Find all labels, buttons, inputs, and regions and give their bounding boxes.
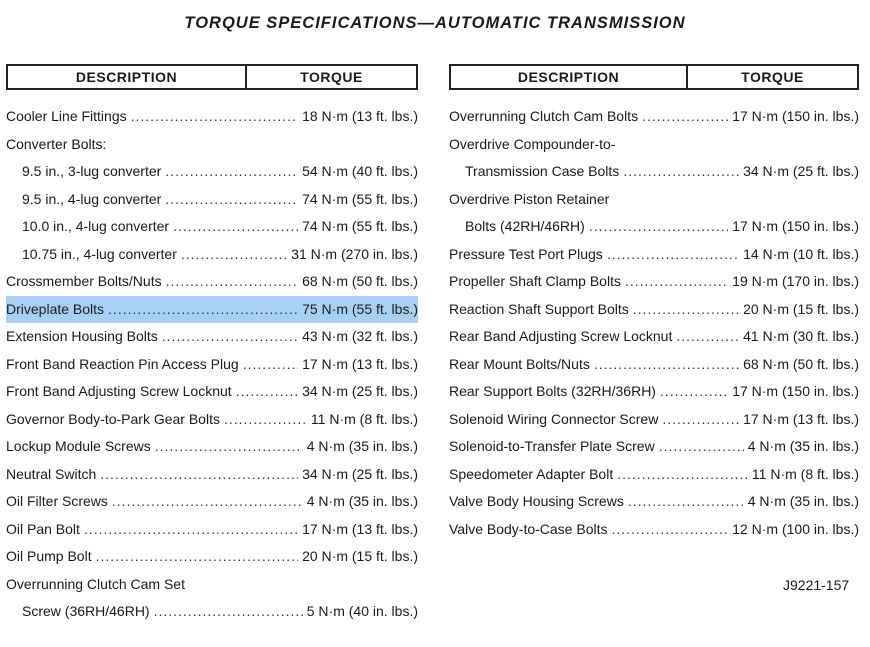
spec-description: Bolts (42RH/46RH): [465, 218, 585, 234]
spec-description: Rear Support Bolts (32RH/36RH): [449, 383, 656, 399]
spec-torque-value: 11 N·m (8 ft. lbs.): [310, 410, 418, 427]
spec-torque-value: 4 N·m (35 in. lbs.): [747, 493, 859, 509]
spec-torque-value: 34 N·m (25 ft. lbs.): [302, 465, 418, 482]
right-spec-table: [449, 64, 859, 543]
spec-torque-value: 11 N·m (8 ft. lbs.): [751, 465, 859, 482]
spec-description: Overdrive Compounder-to-: [449, 135, 616, 152]
spec-description: 9.5 in., 4-lug converter: [22, 190, 162, 207]
spec-row: [6, 488, 418, 516]
spec-group-label: [449, 131, 859, 159]
spec-row: [449, 241, 859, 269]
spec-row: [449, 158, 859, 186]
spec-description: Reaction Shaft Support Bolts: [449, 300, 629, 317]
spec-torque-value: 4 N·m (35 in. lbs.): [747, 438, 859, 454]
spec-row: [6, 543, 418, 571]
spec-description: Rear Band Adjusting Screw Locknut: [449, 328, 673, 344]
spec-torque-value: 74 N·m (55 ft. lbs.): [302, 218, 418, 234]
figure-code: J9221-157: [783, 577, 850, 593]
spec-description: Valve Body Housing Screws: [449, 493, 624, 509]
spec-row: [449, 433, 859, 461]
spec-description: Solenoid Wiring Connector Screw: [449, 410, 659, 427]
spec-row: [6, 461, 418, 489]
spec-description: Neutral Switch: [6, 465, 97, 482]
dot-leader: [611, 516, 728, 544]
spec-row: [449, 296, 859, 324]
spec-row: [6, 351, 418, 379]
dot-leader: [243, 351, 298, 379]
spec-row: [449, 213, 859, 241]
dot-leader: [100, 461, 298, 489]
spec-description: Screw (36RH/46RH): [22, 603, 150, 619]
description-header: DESCRIPTION: [8, 66, 247, 88]
dot-leader: [589, 213, 728, 241]
spec-torque-value: 17 N·m (13 ft. lbs.): [743, 410, 859, 427]
spec-description: Governor Body-to-Park Gear Bolts: [6, 410, 220, 427]
spec-row: [6, 433, 418, 461]
left-spec-table: [6, 64, 418, 626]
spec-description: 9.5 in., 3-lug converter: [22, 163, 162, 179]
spec-row: [449, 406, 859, 434]
spec-description: Overdrive Piston Retainer: [449, 190, 610, 207]
spec-row: [449, 323, 859, 351]
spec-torque-value: 17 N·m (150 in. lbs.): [732, 108, 859, 124]
spec-description: Front Band Reaction Pin Access Plug: [6, 355, 239, 372]
spec-torque-value: 34 N·m (25 ft. lbs.): [302, 383, 418, 399]
dot-leader: [625, 268, 728, 296]
dot-leader: [162, 323, 298, 351]
spec-row[interactable]: [6, 296, 418, 324]
dot-leader: [224, 406, 307, 434]
spec-description: Cooler Line Fittings: [6, 108, 127, 124]
dot-leader: [642, 103, 728, 131]
spec-description: Oil Pump Bolt: [6, 548, 92, 564]
spec-torque-value: 14 N·m (10 ft. lbs.): [743, 245, 859, 262]
torque-header: TORQUE: [300, 69, 363, 85]
dot-leader: [607, 241, 739, 269]
spec-row: [6, 103, 418, 131]
dot-leader: [166, 268, 298, 296]
spec-description: 10.75 in., 4-lug converter: [22, 245, 177, 262]
spec-torque-value: 4 N·m (35 in. lbs.): [306, 438, 418, 454]
spec-description: Valve Body-to-Case Bolts: [449, 520, 608, 537]
spec-row: [6, 516, 418, 544]
dot-leader: [676, 323, 739, 351]
left-table-header: [6, 64, 418, 90]
dot-leader: [662, 406, 739, 434]
spec-torque-value: 12 N·m (100 in. lbs.): [732, 520, 859, 537]
left-spec-rows: [6, 103, 418, 626]
right-table-header: [449, 64, 859, 90]
spec-description: Solenoid-to-Transfer Plate Screw: [449, 438, 655, 454]
spec-torque-value: 75 N·m (55 ft. lbs.): [302, 300, 418, 317]
dot-leader: [155, 433, 303, 461]
spec-torque-value: 20 N·m (15 ft. lbs.): [743, 300, 859, 317]
spec-description: Pressure Test Port Plugs: [449, 245, 603, 262]
spec-row: [6, 186, 418, 214]
spec-description: Front Band Adjusting Screw Locknut: [6, 383, 232, 399]
spec-description: Rear Mount Bolts/Nuts: [449, 355, 590, 372]
spec-row: [6, 323, 418, 351]
dot-leader: [660, 378, 728, 406]
spec-torque-value: 20 N·m (15 ft. lbs.): [302, 548, 418, 564]
dot-leader: [617, 461, 748, 489]
dot-leader: [659, 433, 744, 461]
spec-description: Crossmember Bolts/Nuts: [6, 273, 162, 289]
description-header: DESCRIPTION: [451, 66, 688, 88]
right-spec-rows: [449, 103, 859, 543]
dot-leader: [154, 598, 303, 626]
dot-leader: [165, 158, 298, 186]
spec-row: [449, 378, 859, 406]
spec-description: Overrunning Clutch Cam Set: [6, 575, 185, 592]
spec-row: [449, 488, 859, 516]
spec-torque-value: 17 N·m (13 ft. lbs.): [302, 520, 418, 537]
spec-description: Propeller Shaft Clamp Bolts: [449, 273, 621, 289]
spec-description: Extension Housing Bolts: [6, 328, 158, 344]
spec-row: [6, 598, 418, 626]
spec-torque-value: 41 N·m (30 ft. lbs.): [743, 328, 859, 344]
dot-leader: [173, 213, 298, 241]
spec-torque-value: 17 N·m (13 ft. lbs.): [302, 355, 418, 372]
spec-row: [6, 213, 418, 241]
spec-row: [6, 406, 418, 434]
spec-group-label: [449, 186, 859, 214]
spec-torque-value: 74 N·m (55 ft. lbs.): [302, 190, 418, 207]
spec-row: [6, 268, 418, 296]
dot-leader: [131, 103, 298, 131]
dot-leader: [96, 543, 298, 571]
spec-group-label: [6, 571, 418, 599]
dot-leader: [623, 158, 739, 186]
dot-leader: [236, 378, 298, 406]
spec-row: [6, 378, 418, 406]
spec-torque-value: 5 N·m (40 in. lbs.): [306, 603, 418, 619]
spec-torque-value: 68 N·m (50 ft. lbs.): [743, 355, 859, 372]
dot-leader: [84, 516, 298, 544]
spec-row: [449, 461, 859, 489]
spec-torque-value: 31 N·m (270 in. lbs.): [291, 245, 418, 262]
spec-row: [449, 351, 859, 379]
spec-description: Oil Filter Screws: [6, 493, 108, 509]
dot-leader: [181, 241, 287, 269]
dot-leader: [108, 296, 298, 324]
torque-header: TORQUE: [741, 69, 804, 85]
dot-leader: [633, 296, 739, 324]
page-title: TORQUE SPECIFICATIONS—AUTOMATIC TRANSMISSION: [184, 14, 686, 32]
spec-description: 10.0 in., 4-lug converter: [22, 218, 170, 234]
spec-torque-value: 19 N·m (170 in. lbs.): [732, 273, 859, 289]
dot-leader: [112, 488, 303, 516]
dot-leader: [594, 351, 739, 379]
spec-torque-value: 17 N·m (150 in. lbs.): [732, 383, 859, 399]
spec-description: Lockup Module Screws: [6, 438, 151, 454]
spec-description: Converter Bolts:: [6, 135, 107, 152]
spec-torque-value: 34 N·m (25 ft. lbs.): [743, 163, 859, 179]
spec-row: [6, 158, 418, 186]
spec-torque-value: 4 N·m (35 in. lbs.): [306, 493, 418, 509]
spec-row: [449, 103, 859, 131]
spec-torque-value: 18 N·m (13 ft. lbs.): [302, 108, 418, 124]
spec-torque-value: 68 N·m (50 ft. lbs.): [302, 273, 418, 289]
spec-row: [449, 516, 859, 544]
spec-torque-value: 54 N·m (40 ft. lbs.): [302, 163, 418, 179]
spec-description: Speedometer Adapter Bolt: [449, 465, 614, 482]
spec-description: Overrunning Clutch Cam Bolts: [449, 108, 639, 124]
spec-group-label: [6, 131, 418, 159]
dot-leader: [165, 186, 298, 214]
spec-torque-value: 43 N·m (32 ft. lbs.): [302, 328, 418, 344]
spec-description: Transmission Case Bolts: [465, 163, 620, 179]
spec-row: [6, 241, 418, 269]
spec-description: Driveplate Bolts: [6, 300, 105, 317]
spec-row: [449, 268, 859, 296]
spec-torque-value: 17 N·m (150 in. lbs.): [732, 218, 859, 234]
spec-description: Oil Pan Bolt: [6, 520, 80, 537]
dot-leader: [628, 488, 744, 516]
